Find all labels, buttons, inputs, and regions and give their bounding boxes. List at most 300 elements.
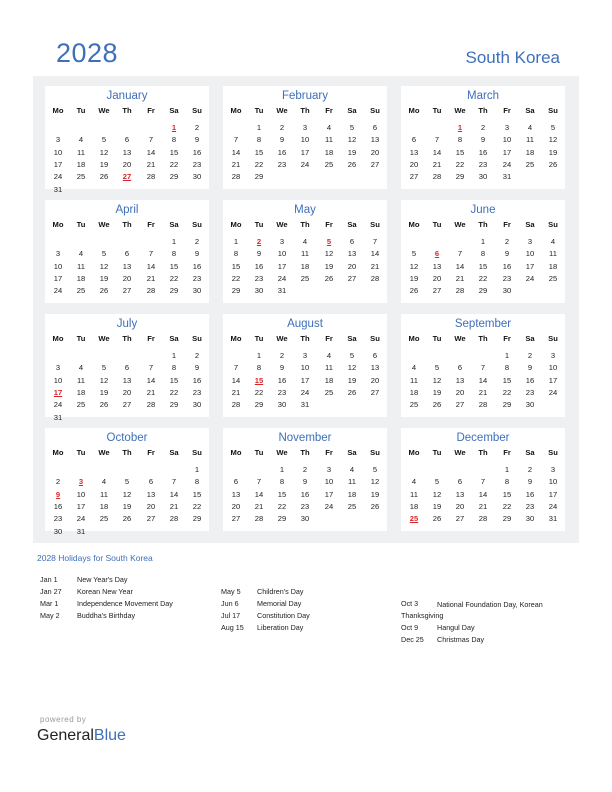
week-row xyxy=(45,184,209,196)
day-cell: 27 xyxy=(122,286,132,296)
day-cell: 19 xyxy=(324,261,334,271)
day-cell: 7 xyxy=(171,477,177,487)
week-row xyxy=(223,134,387,146)
day-cell: 4 xyxy=(326,351,332,360)
weekday-label: We xyxy=(454,220,466,229)
week-row xyxy=(401,387,565,399)
day-cell: 2 xyxy=(302,465,308,474)
day-cell: 16 xyxy=(53,501,63,511)
day-cell: 4 xyxy=(326,123,332,132)
weekday-label: Sa xyxy=(169,220,179,229)
week-row xyxy=(223,489,387,501)
day-cell: 2 xyxy=(194,351,200,360)
day-cell: 26 xyxy=(432,514,442,524)
weekday-label: Fr xyxy=(147,220,155,229)
weekday-label: Th xyxy=(478,106,488,115)
day-cell: 2 xyxy=(55,477,61,487)
holiday-date: Jan 1 xyxy=(40,575,58,584)
day-cell: 18 xyxy=(324,375,334,385)
week-row xyxy=(45,362,209,374)
holiday-day-cell: 15 xyxy=(254,375,264,385)
month-september xyxy=(401,314,565,417)
day-cell: 20 xyxy=(122,159,132,169)
day-cell: 6 xyxy=(124,249,130,259)
day-cell: 29 xyxy=(192,514,202,524)
week-row xyxy=(223,476,387,488)
month-august xyxy=(223,314,387,417)
month-february xyxy=(223,86,387,189)
day-cell: 20 xyxy=(122,387,132,397)
month-name: November xyxy=(278,432,332,444)
day-cell: 19 xyxy=(122,501,132,511)
day-cell: 14 xyxy=(432,147,442,157)
day-cell: 9 xyxy=(302,477,308,487)
day-cell: 9 xyxy=(194,135,200,145)
day-cell: 26 xyxy=(99,286,109,296)
day-cell: 16 xyxy=(277,147,287,157)
day-cell: 11 xyxy=(100,489,108,499)
day-cell: 15 xyxy=(169,375,179,385)
day-cell: 3 xyxy=(55,135,61,145)
day-cell: 1 xyxy=(194,465,200,474)
day-cell: 12 xyxy=(548,135,558,145)
day-cell: 24 xyxy=(502,159,512,169)
weekday-label: Th xyxy=(478,220,488,229)
weekday-label: Mo xyxy=(52,220,64,229)
holiday-name: Buddha's Birthday xyxy=(77,611,136,620)
day-cell: 14 xyxy=(169,489,179,499)
day-cell: 10 xyxy=(324,477,334,487)
holiday-name: Korean New Year xyxy=(77,587,133,596)
day-cell: 11 xyxy=(410,375,418,385)
day-cell: 9 xyxy=(194,249,200,259)
day-cell: 7 xyxy=(233,363,239,373)
week-row xyxy=(45,236,209,248)
week-row xyxy=(223,273,387,285)
day-cell: 27 xyxy=(432,286,442,296)
day-cell: 23 xyxy=(192,273,202,283)
week-row xyxy=(45,399,209,411)
week-row xyxy=(401,147,565,159)
weekday-label: Mo xyxy=(230,220,242,229)
day-cell: 27 xyxy=(370,387,380,397)
weekday-label: Su xyxy=(192,448,202,457)
weekday-label: We xyxy=(98,448,110,457)
day-cell: 4 xyxy=(411,477,417,487)
weekday-label: Mo xyxy=(52,106,64,115)
day-cell: 12 xyxy=(99,261,109,271)
holiday-date: May 5 xyxy=(221,587,241,596)
day-cell: 20 xyxy=(432,273,442,283)
generalblue-logo[interactable] xyxy=(37,727,126,745)
day-cell: 24 xyxy=(76,514,86,524)
day-cell: 22 xyxy=(455,159,465,169)
weekday-label: Sa xyxy=(347,448,357,457)
day-cell: 21 xyxy=(231,387,241,397)
weekday-header xyxy=(223,447,387,459)
week-row xyxy=(45,476,209,488)
weekday-label: Tu xyxy=(76,106,86,115)
day-cell: 9 xyxy=(256,249,262,259)
day-cell: 30 xyxy=(300,514,310,524)
week-row xyxy=(223,248,387,260)
month-name: September xyxy=(454,318,512,330)
weekday-header xyxy=(45,105,209,117)
month-name: December xyxy=(456,432,510,444)
day-cell: 28 xyxy=(146,400,156,410)
day-cell: 6 xyxy=(457,363,463,373)
day-cell: 26 xyxy=(99,400,109,410)
day-cell: 20 xyxy=(146,501,156,511)
day-cell: 26 xyxy=(324,273,334,283)
week-row xyxy=(401,464,565,476)
day-cell: 3 xyxy=(302,351,308,360)
day-cell: 12 xyxy=(347,135,357,145)
day-cell: 7 xyxy=(256,477,262,487)
day-cell: 25 xyxy=(347,501,357,511)
day-cell: 29 xyxy=(455,172,465,182)
week-row xyxy=(401,248,565,260)
day-cell: 14 xyxy=(146,261,156,271)
day-cell: 11 xyxy=(549,249,557,259)
weekday-label: We xyxy=(454,334,466,343)
day-cell: 31 xyxy=(502,172,512,182)
week-row xyxy=(401,362,565,374)
day-cell: 9 xyxy=(504,249,510,259)
day-cell: 12 xyxy=(324,249,334,259)
day-cell: 31 xyxy=(277,286,287,296)
day-cell: 8 xyxy=(194,477,200,487)
weekday-header xyxy=(45,447,209,459)
day-cell: 2 xyxy=(194,237,200,246)
day-cell: 9 xyxy=(527,363,533,373)
day-cell: 14 xyxy=(146,375,156,385)
week-row xyxy=(223,375,387,387)
month-name: June xyxy=(470,204,496,216)
weekday-label: Th xyxy=(122,220,132,229)
day-cell: 14 xyxy=(146,147,156,157)
day-cell: 10 xyxy=(277,249,287,259)
day-cell: 21 xyxy=(370,261,380,271)
day-cell: 6 xyxy=(148,477,154,487)
day-cell: 4 xyxy=(550,237,556,246)
month-january xyxy=(45,86,209,194)
week-row xyxy=(45,350,209,362)
holiday-name: National Foundation Day, Korean xyxy=(437,600,543,609)
week-row xyxy=(223,501,387,513)
day-cell: 22 xyxy=(502,501,512,511)
weekday-header xyxy=(401,447,565,459)
day-cell: 27 xyxy=(409,172,419,182)
holiday-date: May 2 xyxy=(40,611,60,620)
day-cell: 6 xyxy=(372,123,378,132)
day-cell: 2 xyxy=(279,351,285,360)
day-cell: 24 xyxy=(277,273,287,283)
weekday-label: Mo xyxy=(52,448,64,457)
day-cell: 5 xyxy=(101,249,107,259)
day-cell: 31 xyxy=(53,184,63,194)
weekday-label: We xyxy=(98,334,110,343)
holiday-day-cell: 2 xyxy=(256,237,262,246)
week-row xyxy=(401,159,565,171)
month-name: January xyxy=(106,90,148,102)
day-cell: 31 xyxy=(53,412,63,422)
weekday-label: Su xyxy=(548,448,558,457)
day-cell: 6 xyxy=(233,477,239,487)
day-cell: 14 xyxy=(455,261,465,271)
day-cell: 19 xyxy=(347,375,357,385)
weekday-label: Th xyxy=(300,220,310,229)
week-row xyxy=(401,476,565,488)
day-cell: 12 xyxy=(432,375,442,385)
day-cell: 14 xyxy=(231,147,241,157)
holiday-name: Christmas Day xyxy=(437,635,485,644)
holiday-name-continuation: Thanksgiving xyxy=(401,611,444,620)
month-name: July xyxy=(116,318,138,330)
holiday-day-cell: 6 xyxy=(434,249,440,259)
day-cell: 14 xyxy=(370,249,380,259)
weekday-label: Sa xyxy=(169,106,179,115)
day-cell: 19 xyxy=(548,147,558,157)
day-cell: 24 xyxy=(548,501,558,511)
weekday-label: Fr xyxy=(325,448,333,457)
powered-by-text: powered by xyxy=(40,715,87,724)
day-cell: 4 xyxy=(411,363,417,373)
day-cell: 27 xyxy=(122,400,132,410)
weekday-label: Su xyxy=(370,220,380,229)
day-cell: 22 xyxy=(169,273,179,283)
holiday-name: New Year's Day xyxy=(77,575,128,584)
day-cell: 7 xyxy=(233,135,239,145)
day-cell: 15 xyxy=(277,489,287,499)
day-cell: 12 xyxy=(122,489,132,499)
weekday-label: Th xyxy=(122,106,132,115)
day-cell: 2 xyxy=(527,465,533,474)
day-cell: 7 xyxy=(480,477,486,487)
day-cell: 12 xyxy=(409,261,419,271)
day-cell: 13 xyxy=(455,375,465,385)
day-cell: 30 xyxy=(192,400,202,410)
day-cell: 16 xyxy=(502,261,512,271)
weekday-label: We xyxy=(276,448,288,457)
weekday-label: Th xyxy=(122,448,132,457)
day-cell: 29 xyxy=(231,286,241,296)
weekday-label: Fr xyxy=(325,106,333,115)
day-cell: 18 xyxy=(76,387,86,397)
day-cell: 31 xyxy=(300,400,310,410)
day-cell: 30 xyxy=(277,400,287,410)
day-cell: 29 xyxy=(277,514,287,524)
day-cell: 16 xyxy=(300,489,310,499)
day-cell: 6 xyxy=(124,135,130,145)
weekday-label: Fr xyxy=(325,334,333,343)
day-cell: 13 xyxy=(347,249,357,259)
day-cell: 27 xyxy=(231,514,241,524)
day-cell: 11 xyxy=(410,489,418,499)
holiday-name: Independence Movement Day xyxy=(77,599,173,608)
day-cell: 28 xyxy=(455,286,465,296)
day-cell: 29 xyxy=(478,286,488,296)
week-row xyxy=(45,526,209,538)
day-cell: 18 xyxy=(76,273,86,283)
week-row xyxy=(45,273,209,285)
day-cell: 25 xyxy=(324,387,334,397)
holiday-name: Constitution Day xyxy=(257,611,310,620)
day-cell: 4 xyxy=(302,237,308,246)
day-cell: 1 xyxy=(171,351,177,360)
day-cell: 3 xyxy=(326,465,332,474)
day-cell: 26 xyxy=(370,501,380,511)
week-row xyxy=(401,350,565,362)
day-cell: 11 xyxy=(526,135,534,145)
holiday-day-cell: 17 xyxy=(53,387,63,397)
day-cell: 11 xyxy=(325,363,333,373)
day-cell: 11 xyxy=(325,135,333,145)
holiday-name: Memorial Day xyxy=(257,599,302,608)
week-row xyxy=(223,350,387,362)
week-row xyxy=(45,134,209,146)
holiday-date: Mar 1 xyxy=(40,599,59,608)
weekday-label: Tu xyxy=(254,334,264,343)
day-cell: 16 xyxy=(478,147,488,157)
weekday-label: Fr xyxy=(147,448,155,457)
day-cell: 30 xyxy=(525,514,535,524)
day-cell: 26 xyxy=(99,172,109,182)
weekday-label: Tu xyxy=(254,106,264,115)
holiday-day-cell: 5 xyxy=(326,237,332,246)
weekday-label: Fr xyxy=(503,334,511,343)
day-cell: 9 xyxy=(194,363,200,373)
weekday-label: Mo xyxy=(230,448,242,457)
day-cell: 12 xyxy=(99,375,109,385)
week-row xyxy=(401,273,565,285)
day-cell: 18 xyxy=(409,501,419,511)
day-cell: 5 xyxy=(349,123,355,132)
day-cell: 27 xyxy=(146,514,156,524)
day-cell: 6 xyxy=(372,351,378,360)
day-cell: 13 xyxy=(231,489,241,499)
day-cell: 21 xyxy=(455,273,465,283)
week-row xyxy=(45,122,209,134)
weekday-label: We xyxy=(276,334,288,343)
day-cell: 15 xyxy=(478,261,488,271)
day-cell: 3 xyxy=(504,123,510,132)
day-cell: 22 xyxy=(254,387,264,397)
day-cell: 27 xyxy=(455,400,465,410)
day-cell: 5 xyxy=(434,363,440,373)
day-cell: 22 xyxy=(169,387,179,397)
day-cell: 15 xyxy=(455,147,465,157)
day-cell: 19 xyxy=(99,273,109,283)
day-cell: 28 xyxy=(146,172,156,182)
weekday-label: Tu xyxy=(76,334,86,343)
day-cell: 1 xyxy=(279,465,285,474)
day-cell: 4 xyxy=(78,363,84,373)
day-cell: 17 xyxy=(53,273,63,283)
day-cell: 24 xyxy=(53,172,63,182)
day-cell: 23 xyxy=(192,159,202,169)
holiday-day-cell: 27 xyxy=(122,172,132,182)
day-cell: 6 xyxy=(349,237,355,246)
day-cell: 23 xyxy=(53,514,63,524)
month-name: October xyxy=(106,432,148,444)
weekday-header xyxy=(401,219,565,231)
day-cell: 25 xyxy=(525,159,535,169)
day-cell: 24 xyxy=(300,159,310,169)
day-cell: 2 xyxy=(504,237,510,246)
day-cell: 21 xyxy=(231,159,241,169)
holiday-day-cell: 1 xyxy=(171,123,177,132)
day-cell: 7 xyxy=(372,237,378,246)
day-cell: 28 xyxy=(146,286,156,296)
weekday-label: Sa xyxy=(525,448,535,457)
year-title: 2028 xyxy=(56,38,119,68)
day-cell: 10 xyxy=(53,375,63,385)
day-cell: 20 xyxy=(370,147,380,157)
holiday-date: Dec 25 xyxy=(401,635,424,644)
day-cell: 10 xyxy=(502,135,512,145)
weekday-label: We xyxy=(98,220,110,229)
day-cell: 6 xyxy=(411,135,417,145)
day-cell: 31 xyxy=(76,526,86,536)
day-cell: 9 xyxy=(279,135,285,145)
weekday-label: Su xyxy=(548,220,558,229)
day-cell: 1 xyxy=(256,123,262,132)
day-cell: 25 xyxy=(76,286,86,296)
day-cell: 29 xyxy=(254,172,264,182)
month-name: May xyxy=(294,204,316,216)
day-cell: 2 xyxy=(527,351,533,360)
weekday-label: Mo xyxy=(230,106,242,115)
week-row xyxy=(223,261,387,273)
week-row xyxy=(223,236,387,248)
week-row xyxy=(401,489,565,501)
day-cell: 21 xyxy=(254,501,264,511)
weekday-label: Tu xyxy=(432,220,442,229)
day-cell: 15 xyxy=(231,261,241,271)
weekday-label: Fr xyxy=(503,448,511,457)
day-cell: 8 xyxy=(279,477,285,487)
weekday-label: Tu xyxy=(432,448,442,457)
day-cell: 23 xyxy=(277,387,287,397)
day-cell: 29 xyxy=(169,400,179,410)
day-cell: 13 xyxy=(122,147,132,157)
day-cell: 13 xyxy=(122,261,132,271)
day-cell: 30 xyxy=(254,286,264,296)
day-cell: 23 xyxy=(525,501,535,511)
weekday-label: Sa xyxy=(525,334,535,343)
day-cell: 30 xyxy=(53,526,63,536)
week-row xyxy=(45,159,209,171)
day-cell: 27 xyxy=(347,273,357,283)
weekday-label: Fr xyxy=(147,106,155,115)
day-cell: 21 xyxy=(478,501,488,511)
month-name: March xyxy=(467,90,499,102)
day-cell: 7 xyxy=(148,249,154,259)
week-row xyxy=(223,464,387,476)
day-cell: 10 xyxy=(548,363,558,373)
day-cell: 11 xyxy=(77,147,85,157)
weekday-label: Su xyxy=(548,106,558,115)
day-cell: 8 xyxy=(457,135,463,145)
day-cell: 20 xyxy=(231,501,241,511)
day-cell: 22 xyxy=(478,273,488,283)
day-cell: 22 xyxy=(192,501,202,511)
day-cell: 25 xyxy=(300,273,310,283)
holiday-date: Jul 17 xyxy=(221,611,241,620)
day-cell: 11 xyxy=(348,477,356,487)
day-cell: 26 xyxy=(409,286,419,296)
